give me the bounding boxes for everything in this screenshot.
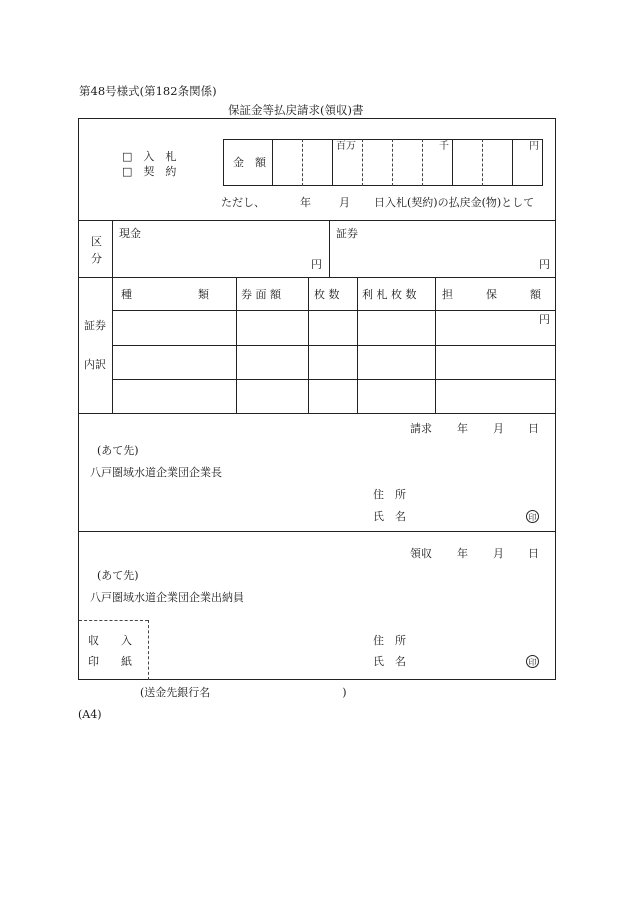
contract-checkbox[interactable]: □ 契 約 [122,165,177,178]
divider [78,220,556,221]
receipt-month: 月 [493,547,504,560]
cash-label: 現金 [119,227,141,240]
digit-divider [512,139,513,186]
col-header-face-value: 券 面 額 [241,288,281,301]
addressee-label: (あて先) [97,569,139,582]
col-divider [435,277,436,413]
stamp-box-border [79,620,148,621]
receipt-day: 日 [528,547,539,560]
proviso-suffix: 日入札(契約)の払戻金(物)として [374,196,535,209]
col-header-collateral: 担 保 額 [442,288,541,301]
securities-label: 証券 [336,227,358,240]
bid-checkbox[interactable]: □ 入 札 [122,150,177,163]
row-divider [112,379,556,380]
divider [78,413,556,414]
request-label: 請求 [410,422,432,435]
digit-divider [422,139,423,186]
addressee-label: (あて先) [97,444,139,457]
stamp-box-border [148,620,149,680]
name-label: 氏 名 [373,510,406,523]
amount-box[interactable] [223,139,543,186]
securities-side-label: 証券 [84,319,106,332]
receipt-year: 年 [457,547,468,560]
form-number: 第48号様式(第182条関係) [79,84,217,98]
securities-unit: 円 [539,258,550,271]
bank-name-field[interactable]: (送金先銀行名 ) [140,686,347,699]
proviso-year: 年 [300,196,311,209]
name-label: 氏 名 [373,655,406,668]
digit-divider [452,139,453,186]
unit-yen: 円 [529,141,539,152]
divider [78,531,556,532]
amount-label: 金 額 [233,156,266,169]
col-header-type: 種 類 [121,288,209,301]
addressee-name: 八戸圏域水道企業団企業出納員 [90,591,244,604]
unit-thousand: 千 [439,141,449,152]
left-column-divider [112,220,113,413]
digit-divider [332,139,333,186]
proviso-month: 月 [339,196,350,209]
address-label: 住 所 [373,634,406,647]
paper-size-note: (A4) [78,708,102,721]
addressee-name: 八戸圏域水道企業団企業長 [90,466,222,479]
securities-side-label: 内訳 [84,358,106,371]
col-divider [308,277,309,413]
digit-divider [272,139,273,186]
revenue-stamp-label: 収 入 [88,634,132,647]
digit-divider [392,139,393,186]
seal-icon: 印 [526,655,539,668]
request-month: 月 [493,422,504,435]
request-day: 日 [528,422,539,435]
divider [78,277,556,278]
seal-icon: 印 [526,510,539,523]
col-header-count: 枚 数 [314,288,340,301]
category-divider [329,220,330,277]
cash-unit: 円 [311,258,322,271]
col-divider [236,277,237,413]
digit-divider [362,139,363,186]
row-divider [112,310,556,311]
col-divider [357,277,358,413]
category-label: 区 [91,235,102,248]
col-header-coupon-count: 利 札 枚 数 [362,288,417,301]
row-divider [112,345,556,346]
address-label: 住 所 [373,488,406,501]
request-year: 年 [457,422,468,435]
collateral-unit: 円 [539,313,550,326]
proviso-prefix: ただし、 [221,196,265,209]
digit-divider [482,139,483,186]
digit-divider [302,139,303,186]
receipt-label: 領収 [410,547,432,560]
unit-million: 百万 [336,141,356,152]
revenue-stamp-label: 印 紙 [88,655,132,668]
form-title: 保証金等払戻請求(領収)書 [228,103,364,117]
category-label: 分 [91,252,102,265]
